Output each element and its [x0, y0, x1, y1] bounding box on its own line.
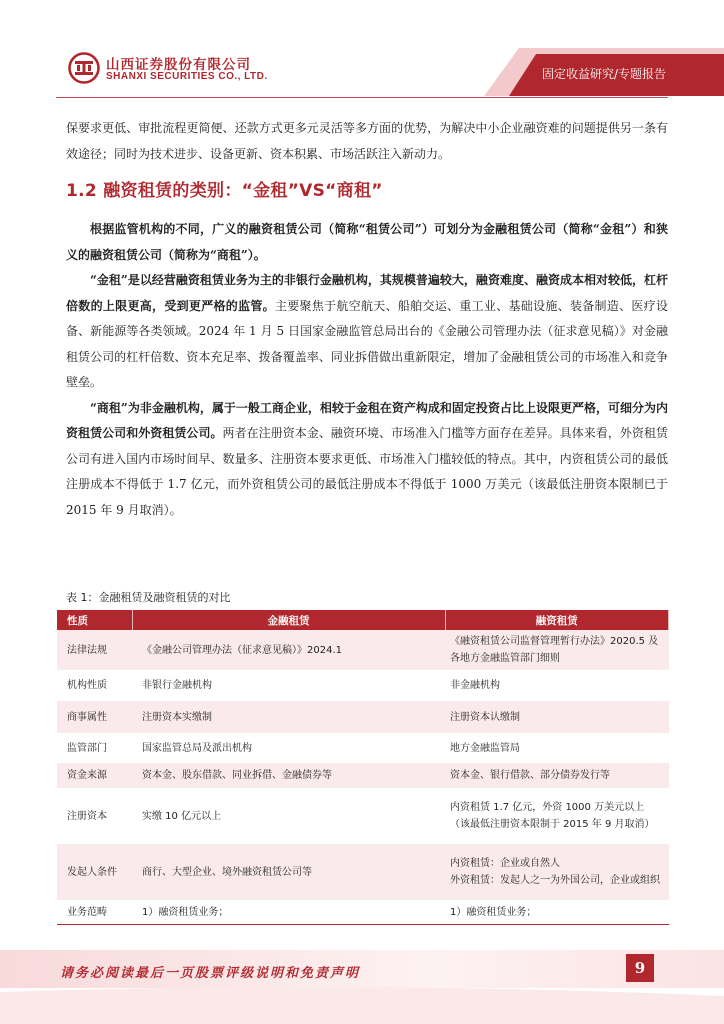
disclaimer-notice: 请务必阅读最后一页股票评级说明和免责声明 — [60, 966, 361, 981]
header-property: 性质 — [57, 610, 132, 630]
table-row — [57, 789, 669, 844]
page-number: 9 — [626, 954, 654, 982]
table-row — [57, 671, 669, 701]
paragraph-2: 根据监管机构的不同，广义的融资租赁公司（简称“租赁公司”）可划分为金融租赁公司（简称“金租”）和狭义的融资租赁公司（简称为“商租”）。 — [66, 222, 668, 262]
paragraph-1: 保要求更低、审批流程更简便、还款方式更多元灵活等多方面的优势，为解决中小企业融资难的问题提供另一条有效途径；同时为技术进步、设备更新、资本积累、市场活跃注入新动力。 — [66, 121, 668, 161]
report-type: 固定收益研究/专题报告 — [541, 67, 666, 81]
cell-shangzu: 1）融资租赁业务； — [445, 901, 669, 925]
paragraph-4-lead: “商租”为非金融机构，属于一般工商企业，相较于金租在资产构成和固定投资占比上设限更严格，可细分为内资租赁公司和外资租赁公司。 — [66, 400, 668, 440]
cell-shangzu: 《融资租赁公司监督管理暂行办法》2020.5 及各地方金融监管部门细则 — [445, 630, 669, 671]
section-title: 1.2 融资租赁的类别：“金租”VS“商租” — [66, 181, 383, 201]
shanxi-securities-logo-icon — [68, 52, 100, 84]
company-name-cn: 山西证券股份有限公司 — [106, 57, 251, 73]
header-financial-leasing: 金融租赁 — [132, 610, 445, 630]
cell-shangzu: 注册资本认缴制 — [445, 701, 669, 734]
row-label: 监管部门 — [57, 734, 132, 763]
row-label: 发起人条件 — [57, 844, 132, 901]
table-row — [57, 630, 669, 671]
cell-shangzu: 内资租赁：企业或自然人 外资租赁：发起人之一为外国公司，企业或组织 — [445, 844, 669, 901]
cell-shangzu: 非金融机构 — [445, 671, 669, 701]
row-label: 业务范畴 — [57, 901, 132, 925]
row-label: 注册资本 — [57, 789, 132, 844]
row-label: 机构性质 — [57, 671, 132, 701]
page-footer — [0, 940, 724, 1024]
paragraph-3 — [66, 268, 668, 396]
cell-jinzu: 实缴 10 亿元以上 — [132, 789, 445, 844]
row-label: 法律法规 — [57, 630, 132, 671]
page-header — [0, 0, 724, 100]
paragraph-3-body: 主要聚焦于航空航天、船舶交运、重工业、基础设施、装备制造、医疗设备、新能源等各类领域。2024 年 1 月 5 日国家金融监管总局出台的《金融公司管理办法（征求意见稿）》对金融租赁公司的杠杆倍数、资本充足率、拨备覆盖率、同业拆借做出重新限定，增加了金融租赁公司的市场准入和竞争壁垒。 — [66, 298, 668, 389]
table-row — [57, 901, 669, 925]
cell-jinzu: 《金融公司管理办法（征求意见稿）》2024.1 — [132, 630, 445, 671]
cell-jinzu: 资本金、股东借款、同业拆借、金融债券等 — [132, 763, 445, 789]
report-type-banner — [424, 48, 724, 96]
table-row — [57, 844, 669, 901]
comparison-table — [57, 610, 669, 925]
table-row — [57, 701, 669, 734]
cell-shangzu: 地方金融监管局 — [445, 734, 669, 763]
header-divider — [56, 97, 668, 98]
cell-jinzu: 注册资本实缴制 — [132, 701, 445, 734]
main-content — [66, 116, 668, 523]
paragraph-4-body: 两者在注册资本金、融资环境、市场准入门槛等方面存在差异。具体来看，外资租赁公司有进入国内市场时间早、数量多、注册资本要求更低、市场准入门槛较低的特点。其中，内资租赁公司的最低注册成本不得低于 1.7 亿元，而外资租赁公司的最低注册成本不得低于 1000 万美元（该最低注册资本限制已于 2015 年 9 月取消）。 — [66, 426, 668, 517]
footer-band-graphic — [0, 940, 724, 1024]
cell-jinzu: 商行、大型企业、境外融资租赁公司等 — [132, 844, 445, 901]
cell-jinzu: 1）融资租赁业务； — [132, 901, 445, 925]
header-finance-leasing: 融资租赁 — [445, 610, 669, 630]
cell-jinzu: 非银行金融机构 — [132, 671, 445, 701]
company-name-en: SHANXI SECURITIES CO., LTD. — [106, 71, 268, 82]
table-row — [57, 734, 669, 763]
paragraph-3-lead: “金租”是以经营融资租赁业务为主的非银行金融机构，其规模普遍较大，融资难度、融资成本相对较低，杠杆倍数的上限更高，受到更严格的监管。 — [66, 273, 668, 313]
cell-shangzu: 内资租赁 1.7 亿元，外资 1000 万美元以上（该最低注册资本限制于 2015 年 9 月取消） — [445, 789, 669, 844]
row-label: 资金来源 — [57, 763, 132, 789]
row-label: 商事属性 — [57, 701, 132, 734]
table-row — [57, 763, 669, 789]
cell-shangzu: 资本金、银行借款、部分债券发行等 — [445, 763, 669, 789]
paragraph-4 — [66, 396, 668, 524]
table-caption: 表 1：金融租赁及融资租赁的对比 — [66, 591, 231, 604]
cell-jinzu: 国家监管总局及派出机构 — [132, 734, 445, 763]
table-header-row — [57, 610, 669, 630]
